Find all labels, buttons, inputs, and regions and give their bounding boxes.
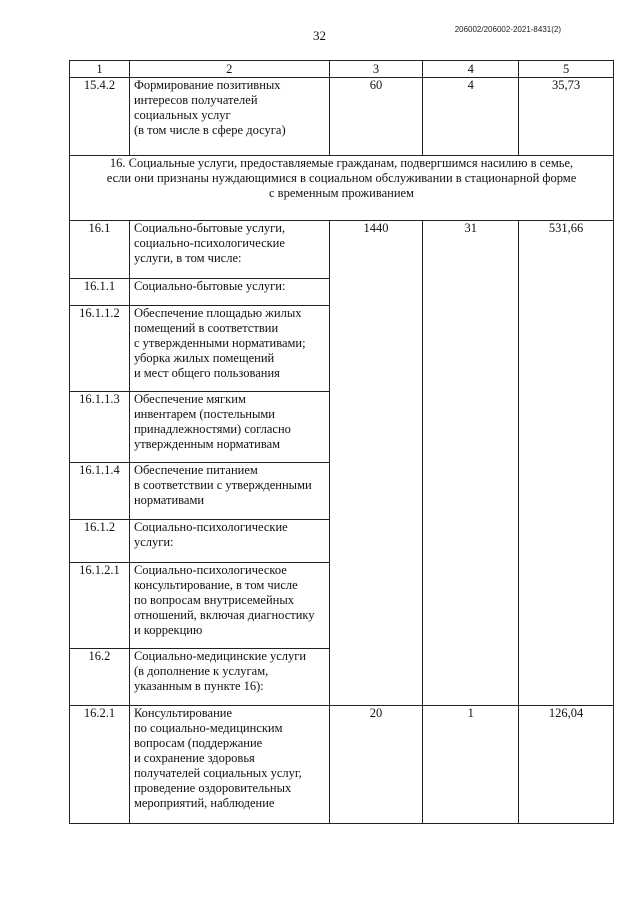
description-line: и мест общего пользования: [133, 366, 280, 380]
description-line: Обеспечение мягким: [133, 392, 246, 406]
row-code: 16.2.1: [70, 706, 130, 824]
table-header-row: [70, 61, 614, 78]
description-line: Социально-бытовые услуги,: [133, 221, 286, 235]
row-value-3: 20: [329, 706, 423, 824]
description-line: Социально-психологическое: [133, 563, 287, 577]
description-line: услуги, в том числе:: [133, 251, 242, 265]
description-line: указанным в пункте 16):: [133, 679, 264, 693]
document-id: 206002/206002-2021-8431(2): [454, 25, 561, 34]
description-line: и сохранение здоровья: [133, 751, 255, 765]
description-line: социальных услуг: [133, 108, 231, 122]
column-header-5: 5: [519, 61, 614, 78]
row-code: 16.1.1.2: [70, 306, 130, 392]
description-line: Социально-психологические: [133, 520, 288, 534]
section-line: с временным проживанием: [269, 186, 414, 200]
description-line: инвентарем (постельными: [133, 407, 275, 421]
row-description: [129, 78, 329, 156]
description-line: Социально-медицинские услуги: [133, 649, 307, 663]
description-line: вопросам (поддержание: [133, 736, 263, 750]
row-description: [129, 520, 329, 563]
description-line: Социально-бытовые услуги:: [133, 279, 286, 293]
row-description: [129, 649, 329, 706]
page-number: 32: [313, 28, 326, 43]
row-code: 16.1.1.4: [70, 463, 130, 520]
row-description: [129, 706, 329, 824]
row-value-3: 1440: [329, 221, 423, 706]
description-line: и коррекцию: [133, 623, 203, 637]
row-value-4: 1: [423, 706, 519, 824]
row-description: [129, 563, 329, 649]
row-description: [129, 463, 329, 520]
column-header-1: 1: [70, 61, 130, 78]
row-value-5: 126,04: [519, 706, 614, 824]
row-value-4: 4: [423, 78, 519, 156]
description-line: мероприятий, наблюдение: [133, 796, 275, 810]
section-row: [70, 156, 614, 221]
row-value-4: 31: [423, 221, 519, 706]
row-code: 16.2: [70, 649, 130, 706]
description-line: социально-психологические: [133, 236, 285, 250]
column-header-4: 4: [423, 61, 519, 78]
description-line: Обеспечение площадью жилых: [133, 306, 302, 320]
description-line: с утвержденными нормативами;: [133, 336, 306, 350]
row-code: 16.1.2.1: [70, 563, 130, 649]
description-line: уборка жилых помещений: [133, 351, 275, 365]
row-code: 16.1: [70, 221, 130, 279]
description-line: в соответствии с утвержденными: [133, 478, 312, 492]
description-line: (в дополнение к услугам,: [133, 664, 269, 678]
description-line: помещений в соответствии: [133, 321, 279, 335]
description-line: (в том числе в сфере досуга): [133, 123, 286, 137]
description-line: нормативами: [133, 493, 205, 507]
row-code: 16.1.1: [70, 279, 130, 306]
row-value-3: 60: [329, 78, 423, 156]
row-value-5: 531,66: [519, 221, 614, 706]
table-row: [70, 706, 614, 824]
description-line: по социально-медицинским: [133, 721, 283, 735]
services-table: [69, 60, 614, 824]
row-code: 16.1.1.3: [70, 392, 130, 463]
row-description: [129, 279, 329, 306]
row-description: [129, 306, 329, 392]
description-line: консультирование, в том числе: [133, 578, 298, 592]
table-row: [70, 78, 614, 156]
column-header-2: 2: [129, 61, 329, 78]
row-description: [129, 221, 329, 279]
row-code: 16.1.2: [70, 520, 130, 563]
section-line: если они признаны нуждающимися в социальном обслуживании в стационарной форме: [106, 171, 577, 185]
section-heading-16: [70, 156, 614, 221]
row-value-5: 35,73: [519, 78, 614, 156]
description-line: по вопросам внутрисемейных: [133, 593, 294, 607]
description-line: получателей социальных услуг,: [133, 766, 302, 780]
description-line: услуги:: [133, 535, 174, 549]
row-description: [129, 392, 329, 463]
description-line: проведение оздоровительных: [133, 781, 292, 795]
column-header-3: 3: [329, 61, 423, 78]
description-line: Формирование позитивных: [133, 78, 281, 92]
row-code: 15.4.2: [70, 78, 130, 156]
description-line: отношений, включая диагностику: [133, 608, 315, 622]
table-row: [70, 221, 614, 279]
description-line: принадлежностями) согласно: [133, 422, 291, 436]
description-line: Консультирование: [133, 706, 233, 720]
description-line: Обеспечение питанием: [133, 463, 258, 477]
section-line: 16. Социальные услуги, предоставляемые гражданам, подвергшимся насилию в семье,: [109, 156, 574, 170]
description-line: утвержденным нормативам: [133, 437, 281, 451]
description-line: интересов получателей: [133, 93, 258, 107]
